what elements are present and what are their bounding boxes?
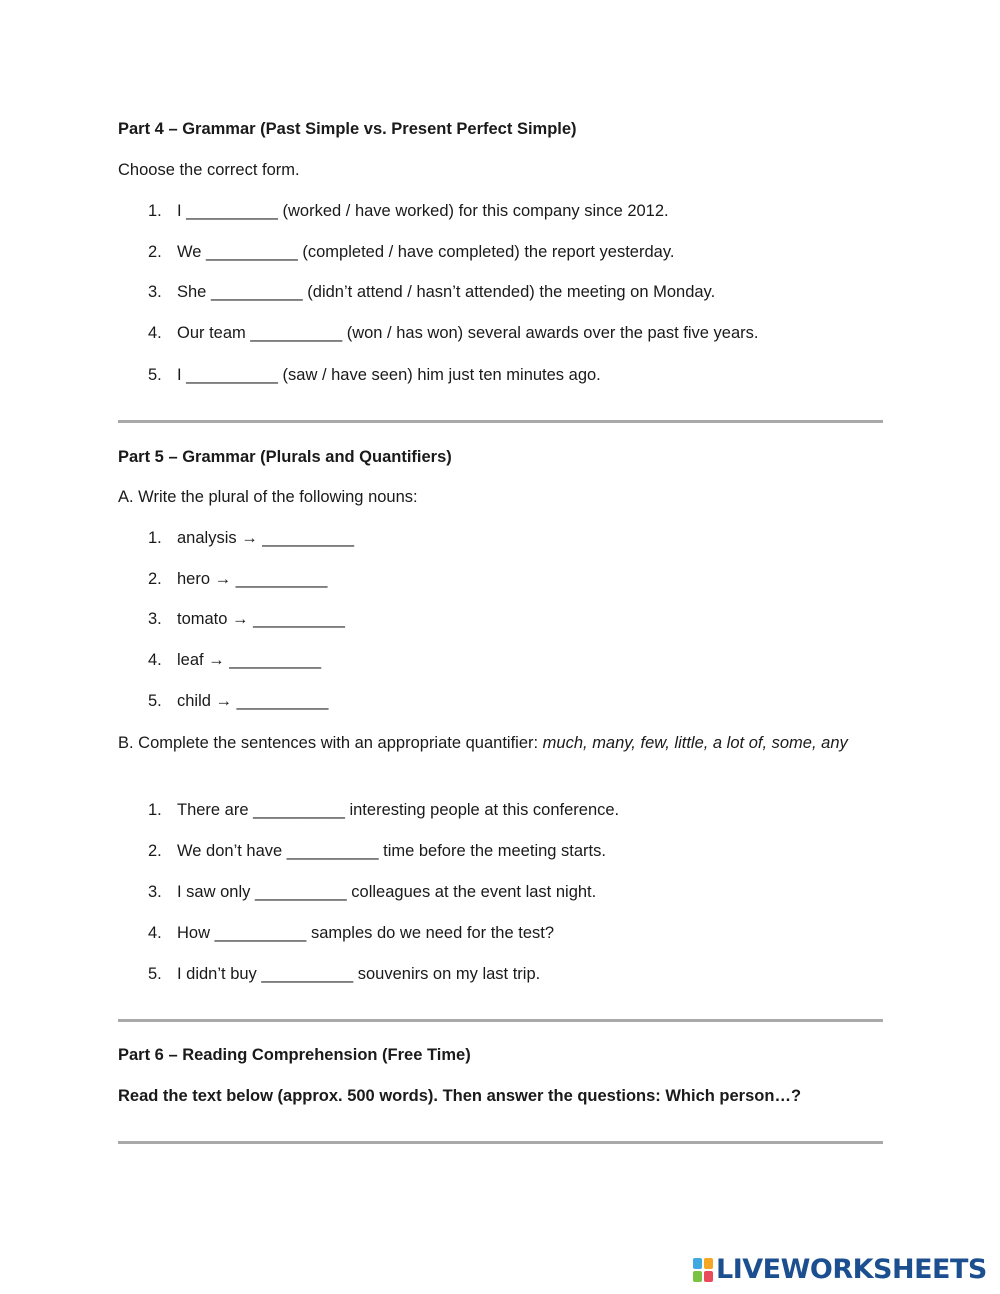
list-item [148,692,328,711]
item-number: 2. [148,243,162,261]
item-text: She __________ (didn’t attend / hasn’t attended) the meeting on Monday. [177,283,716,301]
list-item [148,965,540,984]
item-number: 1. [148,801,162,819]
list-item [148,883,596,902]
list-item [148,610,345,629]
part5-b-instruction-text: B. Complete the sentences with an appropriate quantifier: [118,734,543,752]
item-text: We __________ (completed / have completed) the report yesterday. [177,243,675,261]
part4-instruction: Choose the correct form. [118,161,300,179]
item-number: 4. [148,651,162,669]
item-number: 3. [148,883,162,901]
item-text: I __________ (saw / have seen) him just ten minutes ago. [177,366,601,384]
list-item [148,529,354,548]
item-number: 1. [148,529,162,547]
item-number: 2. [148,570,162,588]
section-divider [118,1141,883,1144]
item-text: How __________ samples do we need for the test? [177,924,555,942]
item-text: tomato → __________ [177,610,345,628]
item-text: Our team __________ (won / has won) several awards over the past five years. [177,324,759,342]
item-text: hero → __________ [177,570,328,588]
item-text: We don’t have __________ time before the meeting starts. [177,842,606,860]
logo-square [704,1271,713,1282]
list-item [148,202,669,221]
item-number: 5. [148,965,162,983]
item-number: 4. [148,924,162,942]
item-text: I __________ (worked / have worked) for this company since 2012. [177,202,669,220]
item-number: 1. [148,202,162,220]
item-number: 5. [148,692,162,710]
liveworksheets-wordmark: LIVEWORKSHEETS [716,1254,987,1285]
part5-heading: Part 5 – Grammar (Plurals and Quantifiers) [118,448,452,466]
list-item [148,366,601,385]
item-text: There are __________ interesting people at this conference. [177,801,620,819]
part6-instruction: Read the text below (approx. 500 words). Then answer the questions: Which person…? [118,1087,802,1105]
item-number: 5. [148,366,162,384]
liveworksheets-logo-icon [693,1258,713,1282]
item-text: I didn’t buy __________ souvenirs on my last trip. [177,965,541,983]
item-text: child → __________ [177,692,329,710]
section-divider [118,1019,883,1022]
section-divider [118,420,883,423]
liveworksheets-logo [693,1256,987,1284]
item-number: 2. [148,842,162,860]
item-number: 3. [148,610,162,628]
item-number: 4. [148,324,162,342]
list-item [148,924,554,943]
list-item [148,801,619,820]
list-item [148,651,321,670]
quantifier-list: much, many, few, little, a lot of, some, any [542,734,848,752]
list-item [148,842,606,861]
list-item [148,570,327,589]
logo-square [704,1258,713,1269]
list-item [148,283,715,302]
item-text: I saw only __________ colleagues at the event last night. [177,883,597,901]
part4-heading: Part 4 – Grammar (Past Simple vs. Present Perfect Simple) [118,120,577,138]
list-item [148,324,758,343]
logo-square [693,1271,702,1282]
item-number: 3. [148,283,162,301]
list-item [148,243,674,262]
item-text: leaf → __________ [177,651,322,669]
item-text: analysis → __________ [177,529,355,547]
part5-b-instruction [118,729,878,757]
part5-a-instruction: A. Write the plural of the following nouns: [118,488,418,506]
part6-heading: Part 6 – Reading Comprehension (Free Time) [118,1046,471,1064]
logo-square [693,1258,702,1269]
